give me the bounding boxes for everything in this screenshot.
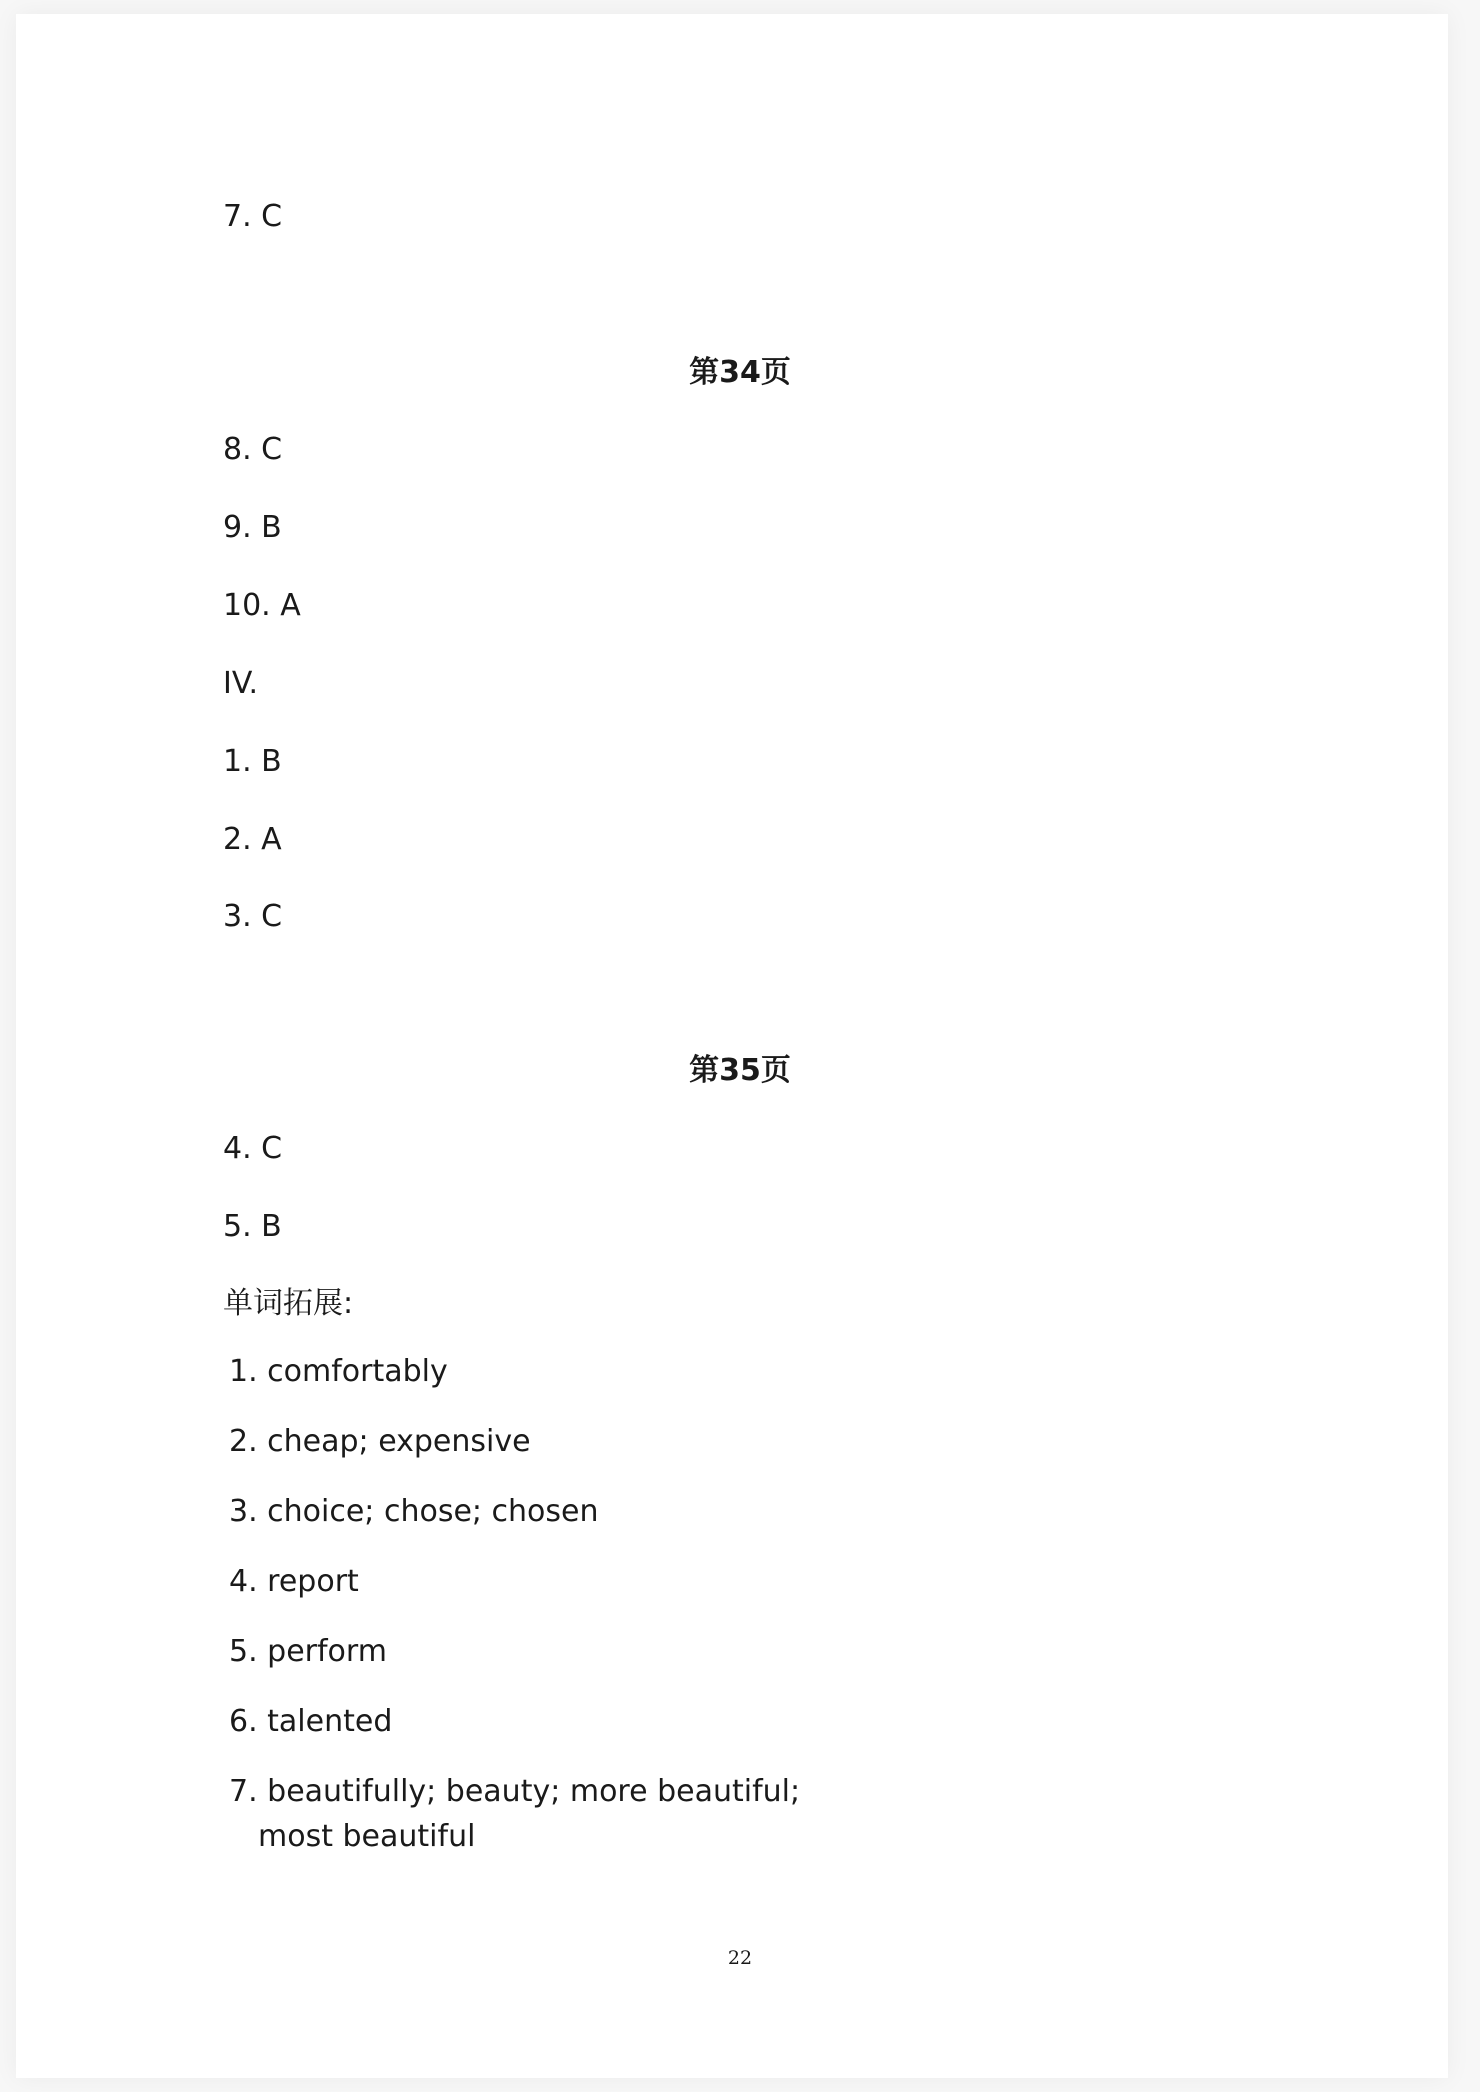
vocab-item: 1. comfortably bbox=[229, 1354, 448, 1389]
document-page bbox=[16, 14, 1448, 2078]
answer-line: 10. A bbox=[223, 588, 301, 623]
answer-line: 1. B bbox=[223, 744, 282, 779]
vocab-item: 5. perform bbox=[229, 1634, 387, 1669]
answer-line: 4. C bbox=[223, 1131, 283, 1166]
page-number: 22 bbox=[727, 1947, 753, 1969]
vocab-item: 3. choice; chose; chosen bbox=[229, 1494, 599, 1529]
answer-line: 3. C bbox=[223, 899, 283, 934]
vocab-item: 4. report bbox=[229, 1564, 359, 1599]
section-heading-34: 第34页 bbox=[689, 355, 791, 390]
answer-line: 2. A bbox=[223, 822, 282, 857]
vocab-title: 单词拓展: bbox=[223, 1286, 354, 1321]
vocab-item-continuation: most beautiful bbox=[258, 1819, 476, 1854]
section-numeral: IV. bbox=[223, 666, 259, 701]
vocab-item: 6. talented bbox=[229, 1704, 393, 1739]
answer-line: 9. B bbox=[223, 510, 282, 545]
vocab-item: 7. beautifully; beauty; more beautiful; bbox=[229, 1774, 801, 1809]
vocab-item: 2. cheap; expensive bbox=[229, 1424, 531, 1459]
answer-line: 5. B bbox=[223, 1209, 282, 1244]
section-heading-35: 第35页 bbox=[689, 1053, 791, 1088]
answer-line: 8. C bbox=[223, 432, 283, 467]
answer-line: 7. C bbox=[223, 199, 283, 234]
